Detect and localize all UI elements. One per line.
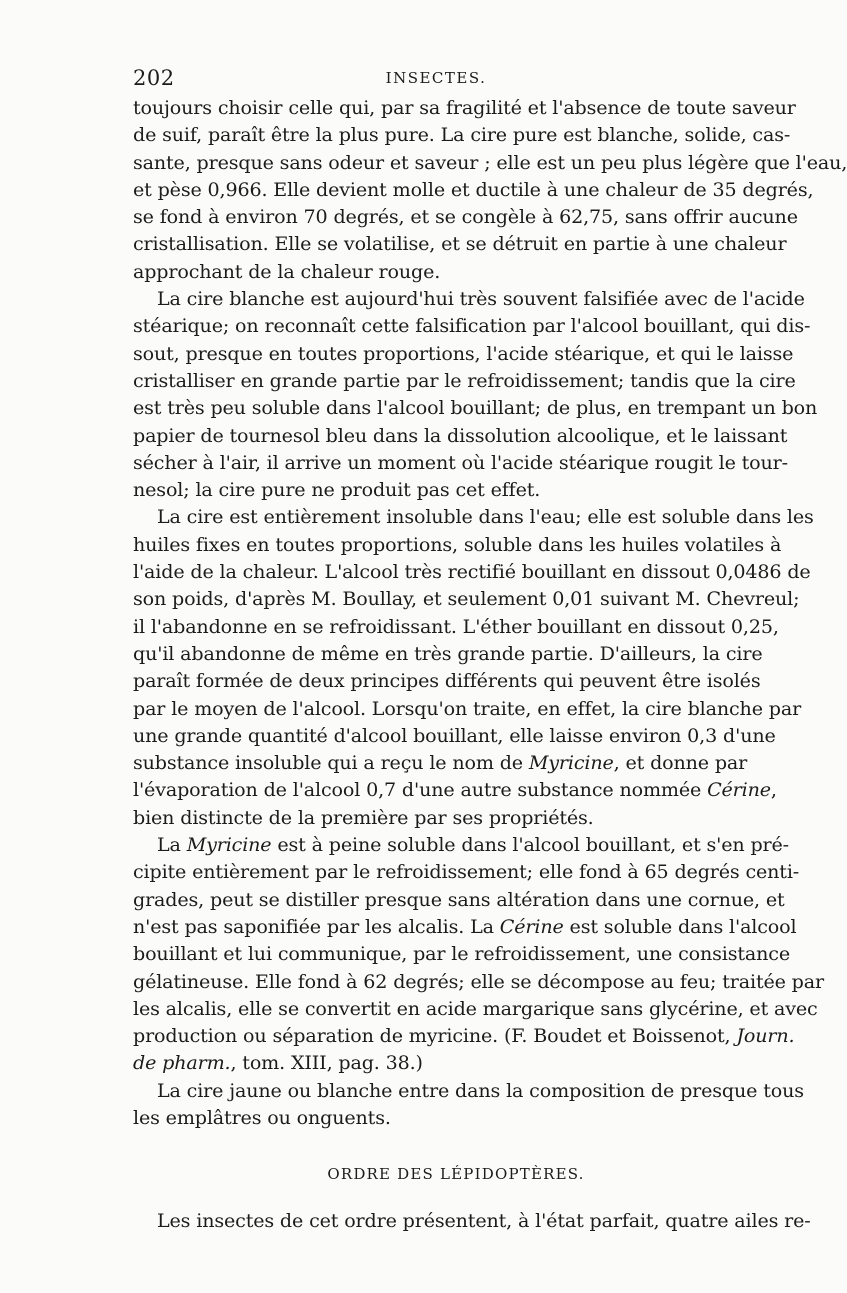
text-segment: est soluble dans l'alcool bbox=[563, 914, 797, 938]
text-line: de suif, paraît être la plus pure. La cire pure est blanche, solide, cas- bbox=[133, 123, 791, 147]
text-line: son poids, d'après M. Boullay, et seulement 0,01 suivant M. Chevreul; bbox=[133, 587, 800, 611]
text-line: bien distincte de la première par ses propriétés. bbox=[133, 805, 594, 829]
paragraph bbox=[133, 1077, 804, 1132]
text-line: sécher à l'air, il arrive un moment où l'acide stéarique rougit le tour- bbox=[133, 450, 788, 474]
body-text bbox=[133, 1207, 811, 1234]
paragraph bbox=[133, 503, 814, 831]
text-line: sout, presque en toutes proportions, l'acide stéarique, et qui le laisse bbox=[133, 341, 794, 365]
running-title: INSECTES. bbox=[385, 69, 487, 87]
text-line: cristallisation. Elle se volatilise, et se détruit en partie à une chaleur bbox=[133, 232, 787, 256]
text-line: par le moyen de l'alcool. Lorsqu'on traite, en effet, la cire blanche par bbox=[133, 696, 802, 720]
section-heading: ORDRE DES LÉPIDOPTÈRES. bbox=[327, 1165, 585, 1184]
text-segment: substance insoluble qui a reçu le nom de bbox=[133, 751, 529, 775]
text-line: La cire jaune ou blanche entre dans la composition de presque tous bbox=[157, 1078, 804, 1102]
italic-term: Myricine bbox=[528, 751, 614, 775]
text-line bbox=[133, 1022, 795, 1049]
text-segment: , et donne par bbox=[613, 751, 748, 775]
text-line: grades, peut se distiller presque sans altération dans une cornue, et bbox=[133, 887, 785, 911]
text-line: se fond à environ 70 degrés, et se congèle à 62,75, sans offrir aucune bbox=[133, 205, 798, 229]
text-line: les alcalis, elle se convertit en acide margarique sans glycérine, et avec bbox=[133, 996, 818, 1020]
paragraph bbox=[133, 94, 847, 285]
body-text bbox=[133, 94, 847, 1131]
text-line: huiles fixes en toutes proportions, soluble dans les huiles volatiles à bbox=[133, 532, 782, 556]
text-line: La cire blanche est aujourd'hui très souvent falsifiée avec de l'acide bbox=[157, 287, 805, 311]
text-line: sante, presque sans odeur et saveur ; elle est un peu plus légère que l'eau, bbox=[133, 150, 847, 174]
text-line: bouillant et lui communique, par le refroidissement, une consistance bbox=[133, 942, 790, 966]
italic-term: Journ. bbox=[736, 1024, 795, 1048]
text-line bbox=[133, 831, 789, 858]
text-line: Les insectes de cet ordre présentent, à l'état parfait, quatre ailes re- bbox=[157, 1209, 811, 1233]
text-segment: , tom. XIII, pag. 38.) bbox=[230, 1051, 423, 1075]
text-line bbox=[133, 776, 777, 803]
text-line: l'aide de la chaleur. L'alcool très rectifié bouillant en dissout 0,0486 de bbox=[133, 560, 811, 584]
text-segment: production ou séparation de myricine. (F. Boudet et Boissenot, bbox=[133, 1024, 737, 1048]
paragraph bbox=[133, 831, 824, 1077]
paragraph bbox=[133, 285, 818, 503]
text-segment: est à peine soluble dans l'alcool bouillant, et s'en pré- bbox=[271, 833, 789, 857]
text-line: gélatineuse. Elle fond à 62 degrés; elle se décompose au feu; traitée par bbox=[133, 969, 824, 993]
text-line: paraît formée de deux principes différents qui peuvent être isolés bbox=[133, 669, 761, 693]
text-line: toujours choisir celle qui, par sa fragilité et l'absence de toute saveur bbox=[133, 96, 796, 119]
book-page bbox=[133, 60, 847, 1235]
text-line: et pèse 0,966. Elle devient molle et ductile à une chaleur de 35 degrés, bbox=[133, 177, 814, 201]
text-line: nesol; la cire pure ne produit pas cet effet. bbox=[133, 478, 541, 502]
text-line: cristalliser en grande partie par le refroidissement; tandis que la cire bbox=[133, 368, 796, 392]
text-line bbox=[133, 1049, 739, 1076]
page-number: 202 bbox=[133, 66, 175, 90]
text-line: stéarique; on reconnaît cette falsification par l'alcool bouillant, qui dis- bbox=[133, 314, 811, 338]
text-line: les emplâtres ou onguents. bbox=[133, 1105, 391, 1129]
running-head bbox=[133, 60, 739, 94]
text-segment: n'est pas saponifiée par les alcalis. La bbox=[133, 914, 500, 938]
text-line: il l'abandonne en se refroidissant. L'éther bouillant en dissout 0,25, bbox=[133, 614, 779, 638]
text-line bbox=[133, 749, 748, 776]
text-segment: , bbox=[770, 778, 777, 802]
text-segment: La bbox=[157, 833, 187, 857]
text-segment: l'évaporation de l'alcool 0,7 d'une autre substance nommée bbox=[133, 778, 708, 802]
italic-term: de pharm. bbox=[133, 1051, 231, 1075]
text-line: La cire est entièrement insoluble dans l'eau; elle est soluble dans les bbox=[157, 505, 814, 529]
text-line: cipite entièrement par le refroidissement; elle fond à 65 degrés centi- bbox=[133, 860, 800, 884]
italic-term: Cérine bbox=[499, 914, 564, 938]
text-line: une grande quantité d'alcool bouillant, elle laisse environ 0,3 d'une bbox=[133, 723, 776, 747]
paragraph bbox=[133, 1207, 811, 1234]
italic-term: Myricine bbox=[186, 833, 272, 857]
text-line: approchant de la chaleur rouge. bbox=[133, 259, 441, 283]
text-line: papier de tournesol bleu dans la dissolution alcoolique, et le laissant bbox=[133, 423, 788, 447]
text-line: est très peu soluble dans l'alcool bouillant; de plus, en trempant un bon bbox=[133, 396, 818, 420]
text-line: qu'il abandonne de même en très grande partie. D'ailleurs, la cire bbox=[133, 641, 763, 665]
text-line bbox=[133, 913, 797, 940]
italic-term: Cérine bbox=[707, 778, 771, 802]
